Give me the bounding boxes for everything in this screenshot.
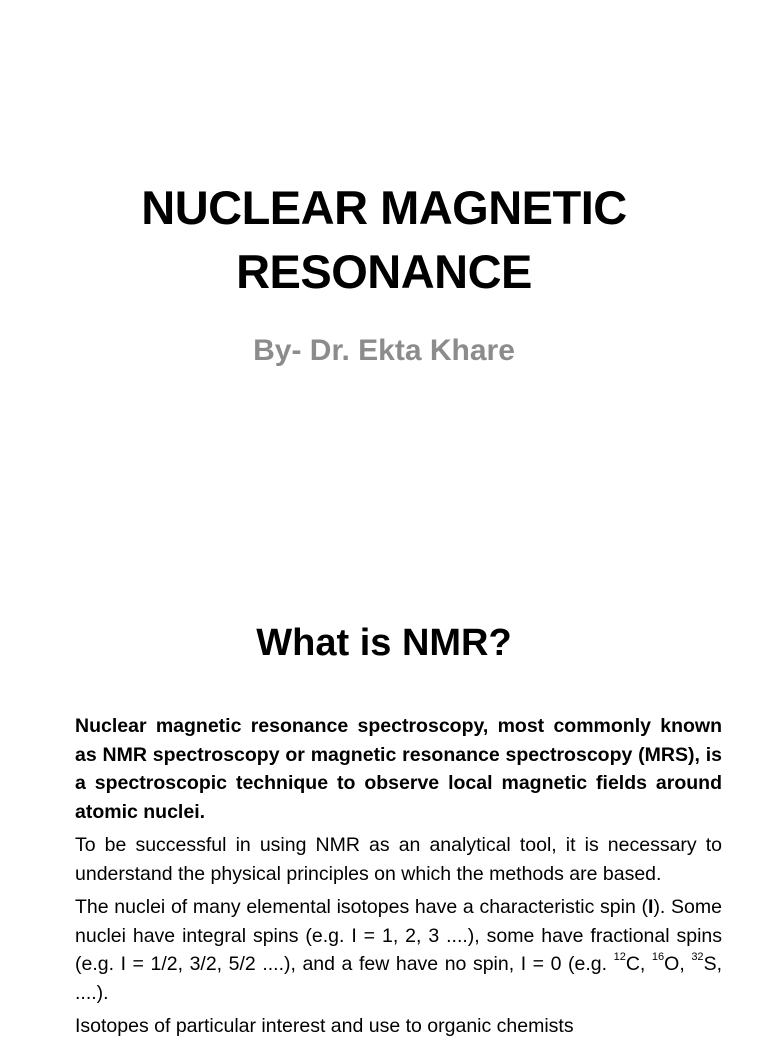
slide-heading: What is NMR? bbox=[256, 622, 512, 664]
author-subtitle: By- Dr. Ekta Khare bbox=[253, 334, 515, 367]
content-slide bbox=[0, 576, 768, 1037]
isotope-mass-3: 32 bbox=[691, 950, 704, 963]
paragraph-spin bbox=[75, 893, 722, 1007]
isotope-element-1: C, bbox=[625, 953, 652, 975]
isotope-mass-2: 16 bbox=[651, 950, 665, 963]
isotope-element-3: S, ....). bbox=[75, 953, 722, 1004]
spin-text-b: ). Some nuclei have integral spins (e.g. I = 1, 2, 3 ....), some have fractional spins (e.g. I = 1/2, 3/2, 5/2 ....), and a few have no spin, I = 0 (e.g. bbox=[75, 896, 722, 975]
spin-symbol: I bbox=[648, 896, 654, 918]
spin-text-a: The nuclei of many elemental isotopes have a characteristic spin ( bbox=[75, 896, 649, 918]
paragraph-isotopes: Isotopes of particular interest and use to organic chemists bbox=[75, 1015, 574, 1037]
isotope-mass-1: 12 bbox=[613, 950, 626, 963]
title-line-1: NUCLEAR MAGNETIC bbox=[141, 181, 627, 234]
slide-title bbox=[0, 176, 768, 304]
paragraph-definition: Nuclear magnetic resonance spectroscopy, most commonly known as NMR spectroscopy or magnetic resonance spectroscopy (MRS), is a spectroscopic technique to observe local magnetic fields around atomic nuclei. bbox=[75, 715, 722, 823]
paragraph-principles: To be successful in using NMR as an analytical tool, it is necessary to understand the physical principles on which the methods are based. bbox=[75, 834, 722, 885]
isotope-element-2: O, bbox=[664, 953, 692, 975]
title-line-2: RESONANCE bbox=[236, 245, 532, 298]
slide-body bbox=[75, 712, 722, 1046]
